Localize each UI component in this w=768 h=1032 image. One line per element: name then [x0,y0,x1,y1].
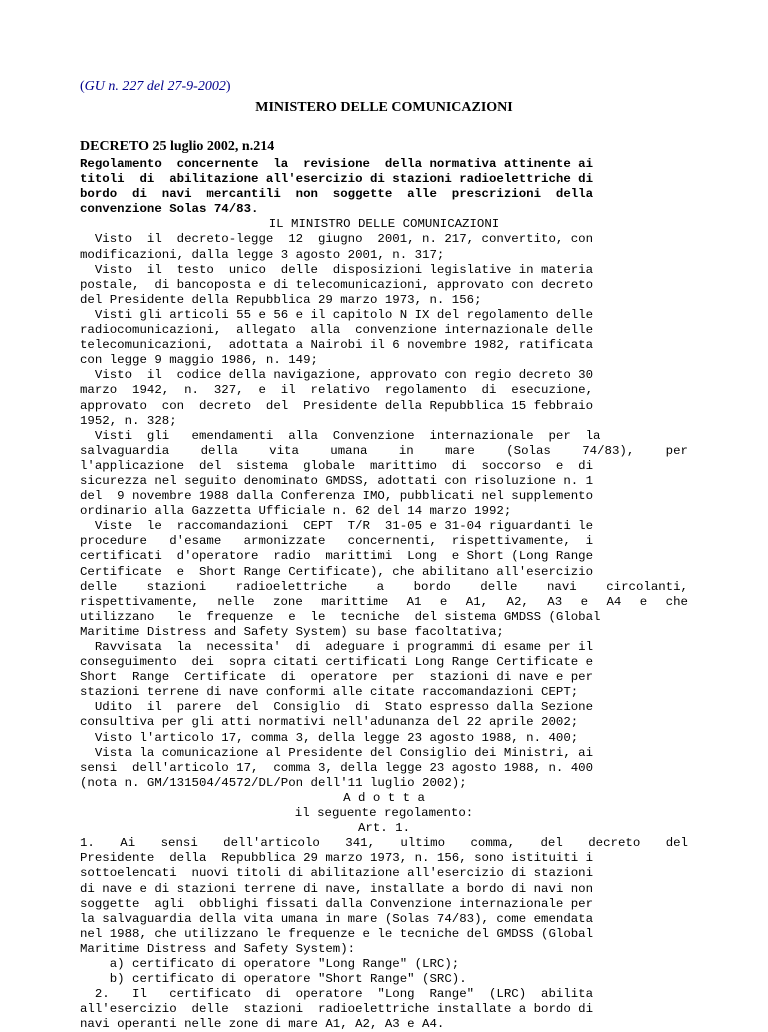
body-line: consultiva per gli atti normativi nell'adunanza del 22 aprile 2002; [80,715,579,730]
body-line: l'applicazione del sistema globale marittimo di soccorso e di [80,458,594,473]
body-line: conseguimento dei sopra citati certificati Long Range Certificate e [80,655,594,670]
body-line: Vista la comunicazione al Presidente del Consiglio dei Ministri, ai [80,745,594,760]
decree-title: DECRETO 25 luglio 2002, n.214 [80,139,275,154]
body-line: postale, di bancoposta e di telecomunicazioni, approvato con decreto [80,277,594,292]
gazette-reference-text: GU n. 227 del 27-9-2002 [84,79,226,94]
body-line: Visto il decreto-legge 12 giugno 2001, n. 217, convertito, con [80,232,594,247]
body-line: b) certificato di operatore "Short Range" (SRC). [80,972,467,987]
body-line: Certificate e Short Range Certificate), che abilitano all'esercizio [80,564,594,579]
body-line: salvaguardia della vita umana in mare (Solas 74/83), per [80,443,688,458]
body-line: procedure d'esame armonizzate concernenti, rispettivamente, i [80,534,594,549]
body-line: delle stazioni radioelettriche a bordo delle navi circolanti, [80,579,688,594]
subject-line: titoli di abilitazione all'esercizio di stazioni radioelettriche di [80,172,594,187]
body-line: Visto il testo unico delle disposizioni legislative in materia [80,262,594,277]
body-line: approvato con decreto del Presidente della Repubblica 15 febbraio [80,398,594,413]
body-line: del 9 novembre 1988 dalla Conferenza IMO, pubblicati nel supplemento [80,489,594,504]
subject-line: convenzione Solas 74/83. [80,202,259,217]
body-line: modificazioni, dalla legge 3 agosto 2001, n. 317; [80,247,445,262]
body-line: Udito il parere del Consiglio di Stato espresso dalla Sezione [80,700,594,715]
body-line: 2. Il certificato di operatore "Long Range" (LRC) abilita [80,987,594,1002]
body-line: Visti gli emendamenti alla Convenzione internazionale per la [80,428,601,443]
document-page [80,77,688,1032]
body-line: sensi dell'articolo 17, comma 3, della legge 23 agosto 1988, n. 400 [80,760,594,775]
body-line: 1. Ai sensi dell'articolo 341, ultimo comma, del decreto del [80,836,688,851]
body-line: Visto l'articolo 17, comma 3, della legge 23 agosto 1988, n. 400; [80,730,579,745]
body-line: Viste le raccomandazioni CEPT T/R 31-05 e 31-04 riguardanti le [80,519,594,534]
body-line: con legge 9 maggio 1986, n. 149; [80,353,318,368]
body-line: telecomunicazioni, adottata a Nairobi il 6 novembre 1982, ratificata [80,338,594,353]
body-line: Visti gli articoli 55 e 56 e il capitolo N IX del regolamento delle [80,307,594,322]
body-line: A d o t t a [343,790,425,805]
body-line: Maritime Distress and Safety System): [80,941,356,956]
body-line: sicurezza nel seguito denominato GMDSS, adottati con risoluzione n. 1 [80,473,594,488]
body-line: a) certificato di operatore "Long Range" (LRC); [80,956,460,971]
decree-subject [80,157,688,217]
body-line: il seguente regolamento: [294,806,474,821]
body-line: stazioni terrene di nave conformi alle citate raccomandazioni CEPT; [80,685,579,700]
body-line: Presidente della Repubblica 29 marzo 1973, n. 156, sono istituiti i [80,851,594,866]
subject-line: Regolamento concernente la revisione della normativa attinente ai [80,157,594,171]
body-line: Visto il codice della navigazione, approvato con regio decreto 30 [80,368,594,383]
body-line: all'esercizio delle stazioni radioelettriche installate a bordo di [80,1002,594,1017]
body-line: radiocomunicazioni, allegato alla convenzione internazionale delle [80,323,594,338]
body-line: rispettivamente, nelle zone marittime A1 e A1, A2, A3 e A4 e che [80,594,688,609]
body-line: marzo 1942, n. 327, e il relativo regolamento di esecuzione, [80,383,594,398]
body-line: sottoelencati nuovi titoli di abilitazione all'esercizio di stazioni [80,866,594,881]
body-line: di nave e di stazioni terrene di nave, installate a bordo di navi non [80,881,594,896]
body-line: IL MINISTRO DELLE COMUNICAZIONI [268,217,500,232]
body-line: 1952, n. 328; [80,413,177,428]
ministry-heading: MINISTERO DELLE COMUNICAZIONI [255,100,513,115]
body-line: Art. 1. [357,821,411,836]
subject-line: bordo di navi mercantili non soggette alle prescrizioni della [80,187,594,202]
body-line: navi operanti nelle zone di mare A1, A2, A3 e A4. [80,1017,445,1032]
decree-body [80,217,688,1032]
body-line: nel 1988, che utilizzano le frequenze e le tecniche del GMDSS (Global [80,926,594,941]
body-line: ordinario alla Gazzetta Ufficiale n. 62 del 14 marzo 1992; [80,504,512,519]
body-line: Short Range Certificate di operatore per stazioni di nave e per [80,670,594,685]
body-line: la salvaguardia della vita umana in mare (Solas 74/83), come emendata [80,911,594,926]
body-line: Maritime Distress and Safety System) su base facoltativa; [80,624,504,639]
body-line: soggette agli obblighi fissati dalla Convenzione internazionale per [80,896,594,911]
body-line: Ravvisata la necessita' di adeguare i programmi di esame per il [80,640,594,654]
body-line: utilizzano le frequenze e le tecniche del sistema GMDSS (Global [80,609,601,624]
body-line: certificati d'operatore radio marittimi Long e Short (Long Range [80,549,594,564]
gazette-reference: (GU n. 227 del 27-9-2002) [80,79,231,94]
body-line: del Presidente della Repubblica 29 marzo 1973, n. 156; [80,292,482,307]
body-line: (nota n. GM/131504/4572/DL/Pon dell'11 luglio 2002); [80,775,467,790]
